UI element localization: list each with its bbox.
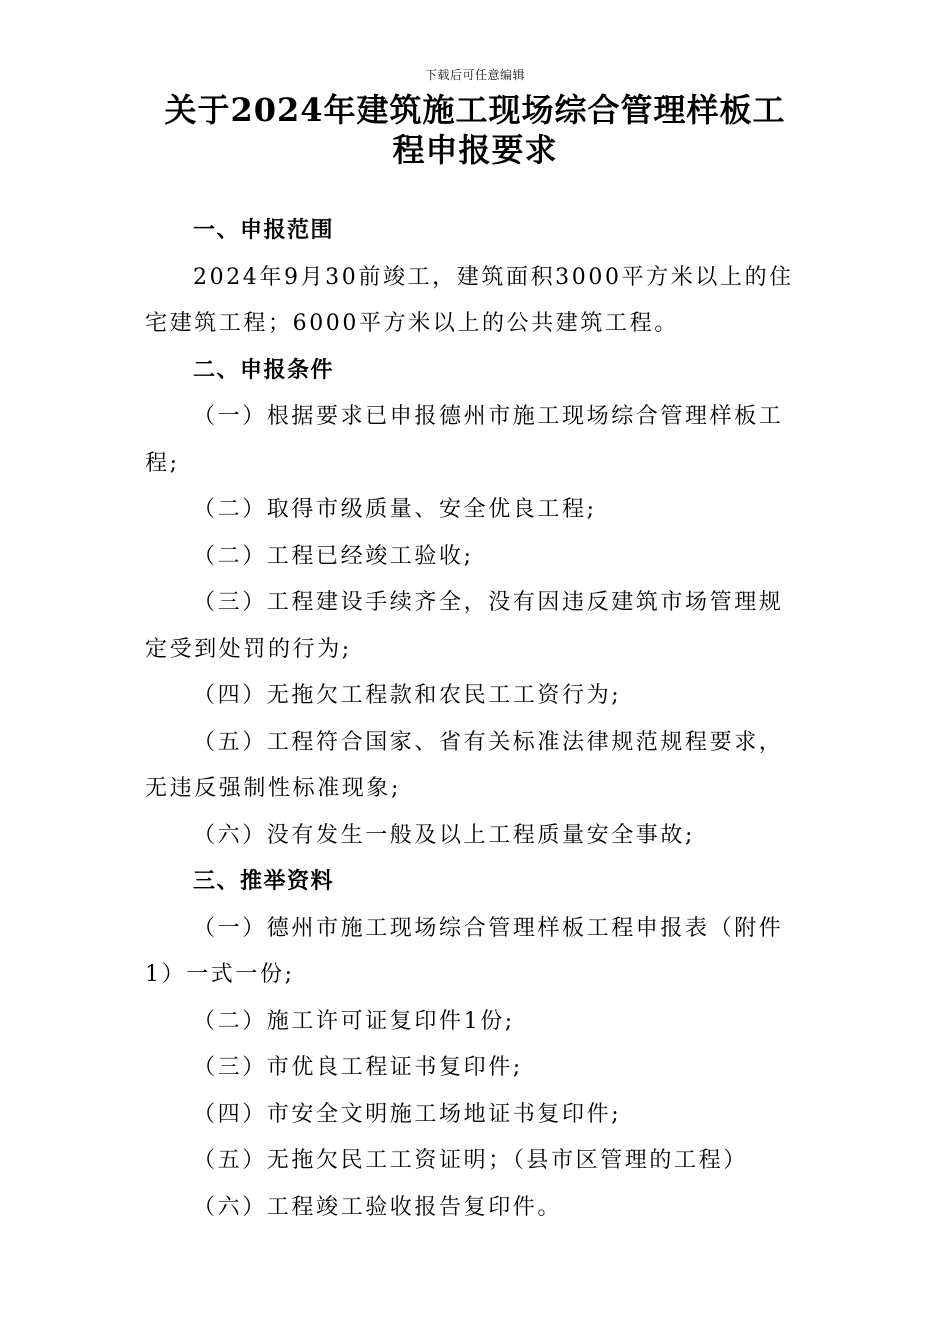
material-line: （四）市安全文明施工场地证书复印件; — [193, 1101, 622, 1127]
material-line: （一）德州市施工现场综合管理样板工程申报表（附件 — [193, 915, 784, 941]
condition-line: （一）根据要求已申报德州市施工现场综合管理样板工 — [193, 404, 784, 429]
material-line: （二）施工许可证复印件1份; — [193, 1008, 515, 1034]
condition-line: （六）没有发生一般及以上工程质量安全事故; — [193, 822, 696, 848]
section-heading-scope: 一、申报范围 — [193, 218, 335, 243]
section-heading-materials: 三、推举资料 — [193, 869, 335, 894]
condition-line: （四）无拖欠工程款和农民工工资行为; — [193, 683, 622, 708]
document-body — [145, 208, 810, 1231]
condition-line: （五）工程符合国家、省有关标准法律规范规程要求， — [193, 729, 784, 755]
title-line-1: 关于2024年建筑施工现场综合管理样板工 — [164, 91, 786, 129]
material-line: （三）市优良工程证书复印件; — [193, 1055, 523, 1080]
title-line-2: 程申报要求 — [392, 131, 558, 169]
material-line: 1）一式一份; — [145, 962, 295, 987]
condition-line: 定受到处罚的行为; — [145, 636, 352, 662]
document-title — [140, 90, 810, 170]
condition-line: 程; — [145, 450, 180, 476]
material-line: （六）工程竣工验收报告复印件。 — [193, 1194, 563, 1220]
scope-line: 宅建筑工程；6000平方米以上的公共建筑工程。 — [145, 311, 679, 336]
condition-line: （三）工程建设手续齐全，没有因违反建筑市场管理规 — [193, 590, 784, 615]
material-line: （五）无拖欠民工工资证明；（县市区管理的工程） — [193, 1148, 748, 1173]
condition-line: 无违反强制性标准现象; — [145, 776, 402, 801]
header-note: 下载后可任意编辑 — [424, 68, 525, 82]
condition-line: （二）工程已经竣工验收; — [193, 543, 474, 569]
section-heading-conditions: 二、申报条件 — [193, 357, 335, 383]
condition-line: （二）取得市级质量、安全优良工程; — [193, 497, 597, 522]
scope-line: 2024年9月30前竣工，建筑面积3000平方米以上的住 — [193, 264, 794, 290]
